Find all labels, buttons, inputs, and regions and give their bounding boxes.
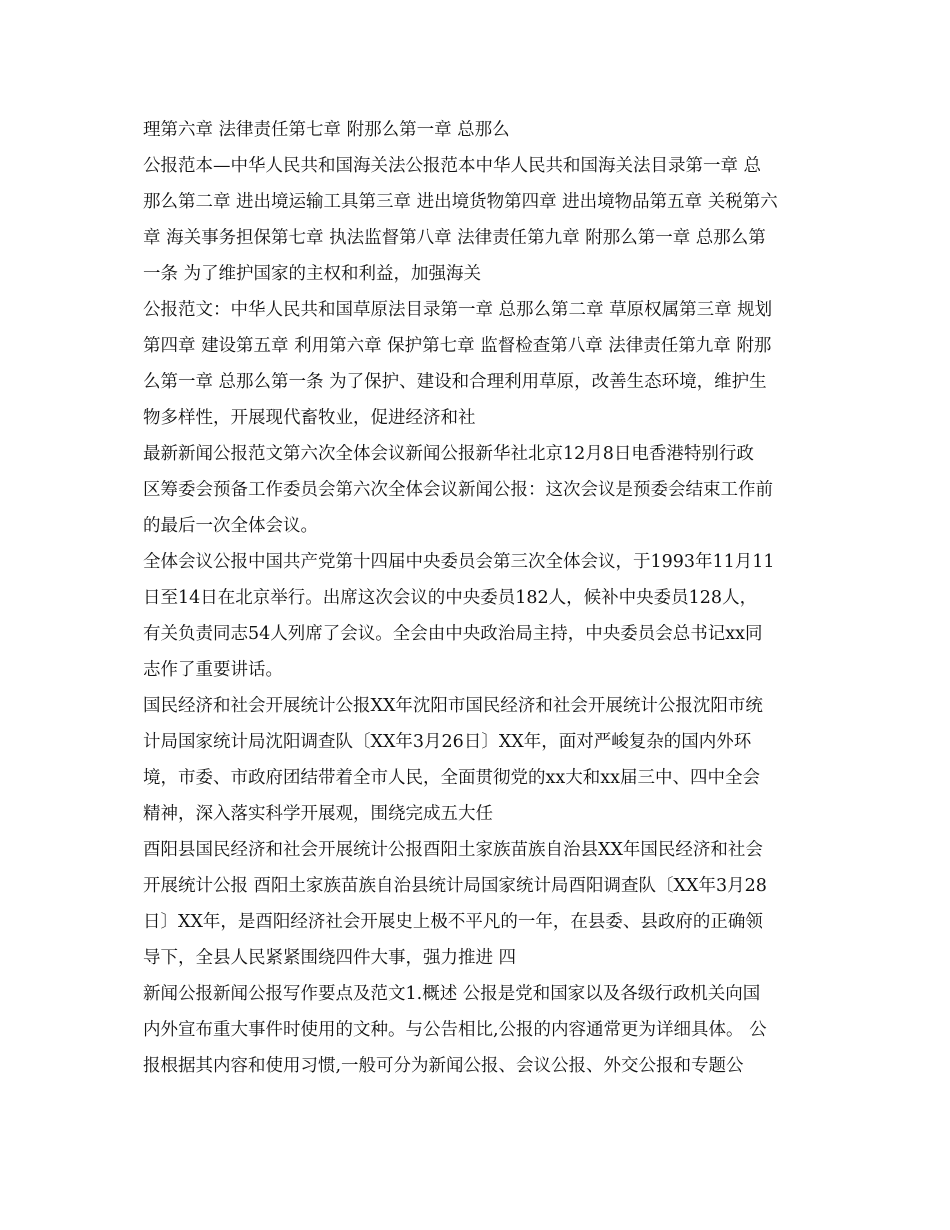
text-line: 开展统计公报 酉阳土家族苗族自治县统计局国家统计局酉阳调查队〔XX年3月28 — [143, 876, 767, 896]
text-line: 酉阳县国民经济和社会开展统计公报酉阳土家族苗族自治县XX年国民经济和社会 — [143, 840, 763, 860]
text-line: 有关负责同志54人列席了会议。全会由中央政治局主持，中央委员会总书记xx同 — [143, 624, 763, 644]
text-line: 章 海关事务担保第七章 执法监督第八章 法律责任第九章 附那么第一章 总那么第 — [143, 228, 766, 248]
text-line: 那么第二章 进出境运输工具第三章 进出境货物第四章 进出境物品第五章 关税第六 — [143, 192, 778, 212]
text-line: 日〕XX年，是酉阳经济社会开展史上极不平凡的一年，在县委、县政府的正确领 — [143, 912, 763, 932]
text-line: 么第一章 总那么第一条 为了保护、建设和合理利用草原，改善生态环境，维护生 — [143, 372, 767, 392]
text-line: 的最后一次全体会议。 — [143, 516, 318, 536]
text-line: 区筹委会预备工作委员会第六次全体会议新闻公报：这次会议是预委会结束工作前 — [143, 480, 773, 500]
document-page — [143, 112, 808, 1084]
text-line: 理第六章 法律责任第七章 附那么第一章 总那么 — [143, 120, 510, 140]
text-line: 志作了重要讲话。 — [143, 660, 283, 680]
text-line: 物多样性，开展现代畜牧业，促进经济和社 — [143, 408, 476, 428]
text-line: 境，市委、市政府团结带着全市人民，全面贯彻党的xx大和xx届三中、四中全会 — [143, 768, 760, 788]
text-line: 内外宣布重大事件时使用的文种。与公告相比,公报的内容通常更为详细具体。 公 — [143, 1020, 767, 1040]
text-line: 公报范本—中华人民共和国海关法公报范本中华人民共和国海关法目录第一章 总 — [143, 156, 762, 176]
text-line: 最新新闻公报范文第六次全体会议新闻公报新华社北京12月8日电香港特别行政 — [143, 444, 754, 464]
text-line: 报根据其内容和使用习惯,一般可分为新闻公报、会议公报、外交公报和专题公 — [143, 1056, 744, 1076]
text-line: 导下，全县人民紧紧围绕四件大事，强力推进 四 — [143, 948, 517, 968]
text-line: 精神，深入落实科学开展观，围绕完成五大任 — [143, 804, 493, 824]
text-line: 第四章 建设第五章 利用第六章 保护第七章 监督检查第八章 法律责任第九章 附那 — [143, 336, 772, 356]
text-line: 日至14日在北京举行。出席这次会议的中央委员182人，候补中央委员128人， — [143, 588, 758, 608]
text-line: 全体会议公报中国共产党第十四届中央委员会第三次全体会议，于1993年11月11 — [143, 552, 775, 572]
text-line: 一条 为了维护国家的主权和利益，加强海关 — [143, 264, 482, 284]
text-line: 公报范文：中华人民共和国草原法目录第一章 总那么第二章 草原权属第三章 规划 — [143, 300, 773, 320]
text-line: 新闻公报新闻公报写作要点及范文1.概述 公报是党和国家以及各级行政机关向国 — [143, 984, 761, 1004]
text-line: 计局国家统计局沈阳调查队〔XX年3月26日〕XX年，面对严峻复杂的国内外环 — [143, 732, 752, 752]
text-line: 国民经济和社会开展统计公报XX年沈阳市国民经济和社会开展统计公报沈阳市统 — [143, 696, 763, 716]
